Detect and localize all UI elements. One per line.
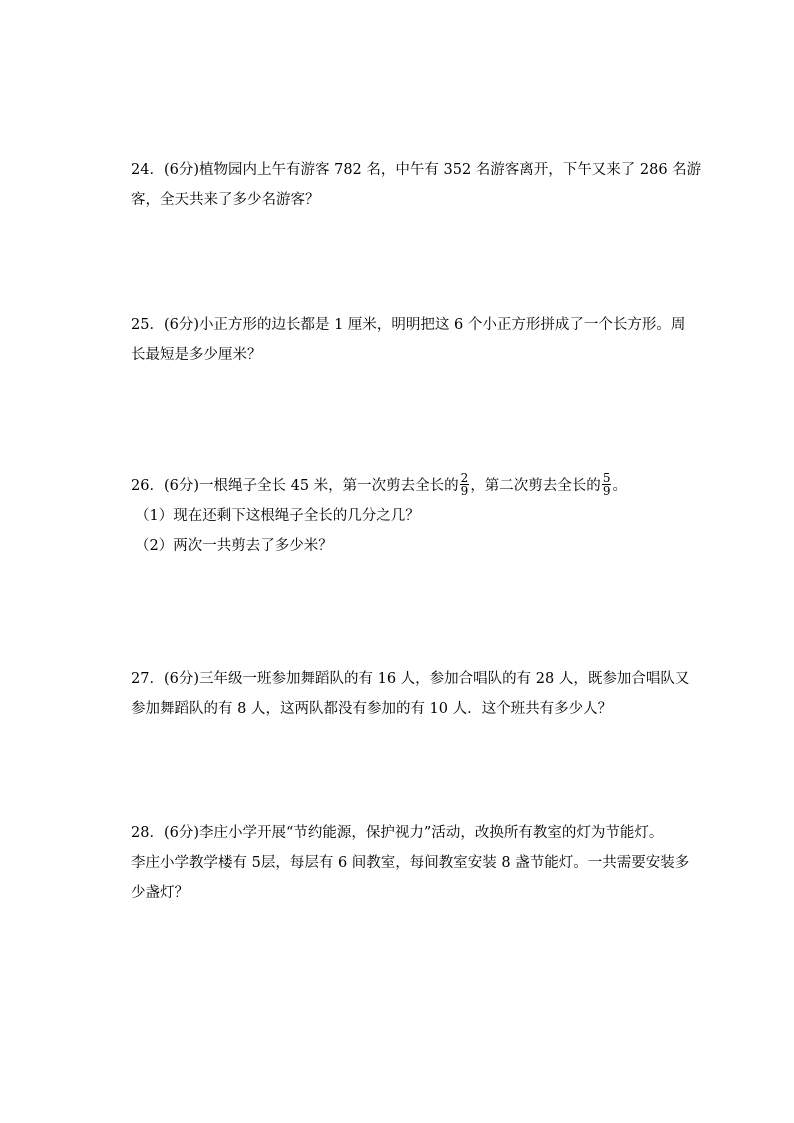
fraction-two-ninths [460,472,470,497]
question-26 [131,471,671,561]
fraction-numerator: 2 [460,470,469,485]
question-26-head: 26．(6分)一根绳子全长 45 米，第一次剪去全长的 [131,478,459,494]
fraction-denominator: 9 [602,483,611,498]
question-28-line-3: 少盏灯？ [131,885,189,901]
question-26-sub-2: （2）两次一共剪去了多少米？ [135,538,333,554]
question-28 [131,818,690,908]
question-26-sub-1: （1）现在还剩下这根绳子全长的几分之几？ [135,508,420,524]
question-25-line-2: 长最短是多少厘米？ [131,347,262,363]
question-24-line-2: 客，全天共来了多少名游客？ [131,192,320,208]
question-24 [131,155,702,215]
question-25 [131,310,686,370]
question-24-line-1: 24．(6分)植物园内上午有游客 782 名，中午有 352 名游客离开，下午又来了 286 名游 [131,162,702,178]
question-26-mid: ，第二次剪去全长的 [470,478,601,494]
question-25-line-1: 25．(6分)小正方形的边长都是 1 厘米，明明把这 6 个小正方形拼成了一个长方形。周 [131,317,686,333]
fraction-denominator: 9 [460,483,469,498]
question-28-line-2: 李庄小学教学楼有 5层，每层有 6 间教室，每间教室安装 8 盏节能灯。一共需要安装多 [131,855,690,871]
question-26-stem [131,471,671,501]
question-27-line-2: 参加舞蹈队的有 8 人，这两队都没有参加的有 10 人．这个班共有多少人？ [131,701,613,717]
question-27-line-1: 27．(6分)三年级一班参加舞蹈队的有 16 人，参加合唱队的有 28 人，既参加合唱队又 [131,671,690,687]
fraction-five-ninths [602,472,612,497]
fraction-numerator: 5 [602,470,611,485]
question-27 [131,664,690,724]
question-26-tail: 。 [612,478,627,494]
question-28-line-1: 28．(6分)李庄小学开展“节约能源，保护视力”活动，改换所有教室的灯为节能灯。 [131,825,664,841]
